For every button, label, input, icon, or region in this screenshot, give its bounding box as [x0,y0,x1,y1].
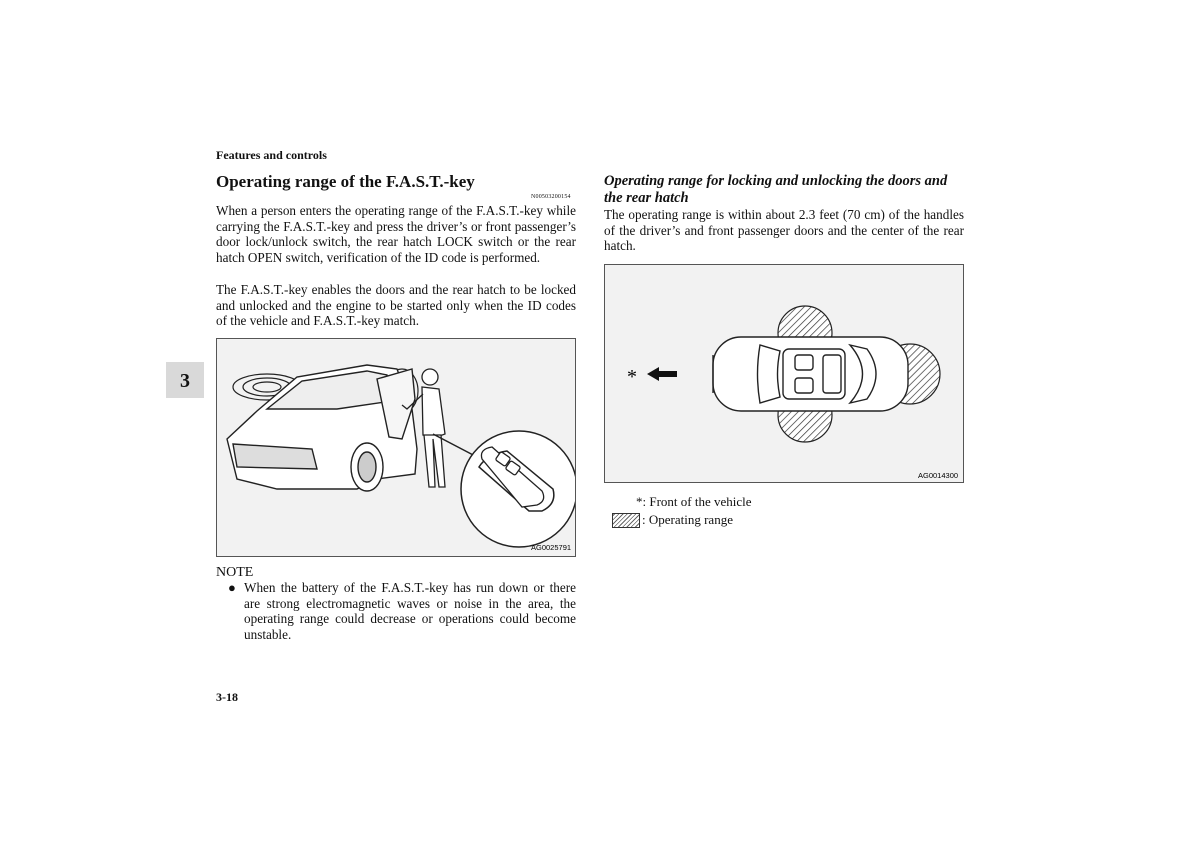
right-heading: Operating range for locking and unlocking the doors and the rear hatch [604,173,948,206]
right-paragraph: The operating range is within about 2.3 feet (70 cm) of the handles of the driver’s and front passenger doors and the center of the rear hatch. [604,207,964,254]
range-diagram [604,264,964,483]
section-header: Features and controls [216,148,327,162]
top-view-drawing [605,265,963,482]
car-person-key-drawing [217,339,575,556]
left-heading: Operating range of the F.A.S.T.-key [216,172,475,191]
left-paragraph-2: The F.A.S.T.-key enables the doors and the rear hatch to be locked and unlocked and the engine to be started only when the ID codes of the vehicle and F.A.S.T.-key match. [216,282,576,329]
car-top-view-icon [713,337,908,411]
left-paragraph-1: When a person enters the operating range of the F.A.S.T.-key while carrying the F.A.S.T.-key and press the driver’s or front passenger’s door lock/unlock switch, the rear hatch LOCK switch or the rear hatch OPEN switch, verification of the ID code is performed. [216,203,576,265]
legend-front: *: Front of the vehicle [636,494,752,509]
front-marker: * [627,366,637,388]
legend-range [612,512,733,528]
key-illustration [216,338,576,557]
page-number: 3-18 [216,690,238,704]
figure-code-right: AG0014300 [918,471,959,480]
figure-code-left: AG0025791 [531,543,572,552]
front-arrow-icon [647,367,677,381]
chapter-tab: 3 [166,362,204,398]
bullet-icon: ● [228,580,236,595]
hatch-swatch-icon [612,513,640,528]
note-text: When the battery of the F.A.S.T.-key has run down or there are strong electromagnetic waves or noise in the area, the operating range could decrease or operations could become unstable. [244,580,576,642]
reference-code: N00503200154 [531,194,571,200]
legend-range-label: : Operating range [642,512,733,527]
note-title: NOTE [216,565,254,580]
fob-magnifier [433,431,575,547]
